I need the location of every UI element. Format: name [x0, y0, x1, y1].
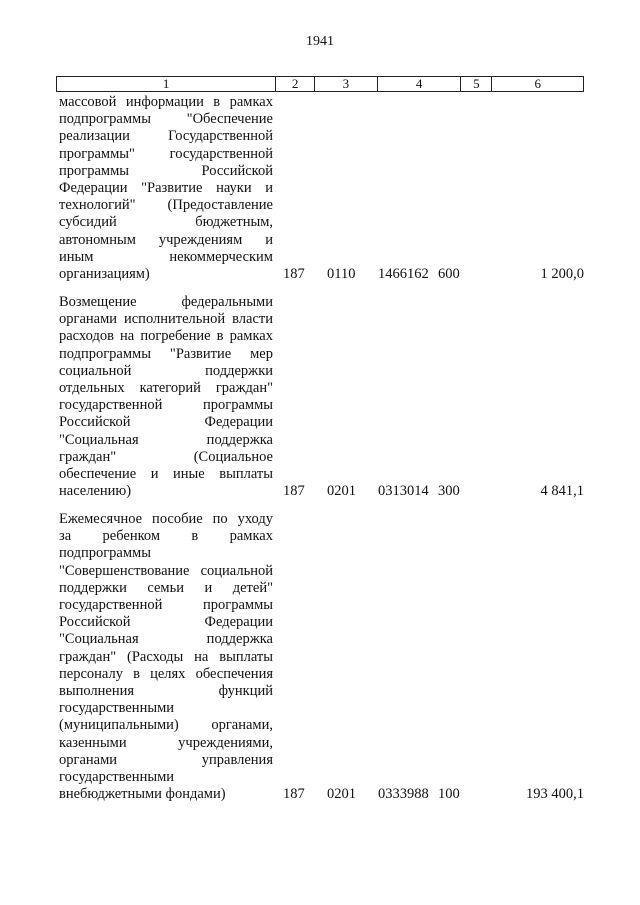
table-row	[56, 511, 584, 803]
row-col-4: 0333988	[378, 785, 429, 802]
header-col-3: 3	[315, 77, 378, 91]
row-col-3: 0201	[327, 482, 356, 499]
table-row	[56, 94, 584, 283]
row-col-4: 1466162	[378, 265, 429, 282]
header-col-5: 5	[461, 77, 492, 91]
header-col-2: 2	[276, 77, 315, 91]
row-col-5: 300	[438, 482, 460, 499]
row-col-6: 4 841,1	[540, 482, 584, 499]
table-row	[56, 294, 584, 500]
row-col-3: 0110	[327, 265, 356, 282]
row-description: массовой информации в рамках подпрограммы "Обеспечение реализации Государственной программы" государственной программы Российской Федерации "Развитие науки и технологий" (Предоставление субсидий бюджетным, автономным учреждениям и иным некоммерческим организациям)	[59, 94, 273, 283]
row-col-4: 0313014	[378, 482, 429, 499]
table-header	[56, 76, 584, 92]
row-col-5: 100	[438, 785, 460, 802]
row-description: Возмещение федеральными органами исполнительной власти расходов на погребение в рамках подпрограммы "Развитие мер социальной поддержки отдельных категорий граждан" государственной программы Российской Федерации "Социальная поддержка граждан" (Социальное обеспечение и иные выплаты населению)	[59, 294, 273, 500]
row-col-2: 187	[283, 265, 305, 282]
row-col-6: 193 400,1	[526, 785, 584, 802]
header-col-4: 4	[378, 77, 462, 91]
row-description: Ежемесячное пособие по уходу за ребенком в рамках подпрограммы "Совершенствование социальной поддержки семьи и детей" государственной программы Российской Федерации "Социальная поддержка граждан" (Расходы на выплаты персоналу в целях обеспечения выполнения функций государственными (муниципальными) органами, казенными учреждениями, органами управления государственными внебюджетными фондами)	[59, 511, 273, 803]
row-col-2: 187	[283, 482, 305, 499]
header-col-6: 6	[534, 76, 541, 91]
row-col-5: 600	[438, 265, 460, 282]
page-number: 1941	[306, 34, 334, 49]
row-col-6: 1 200,0	[540, 265, 584, 282]
header-col-1: 1	[57, 77, 276, 91]
row-col-3: 0201	[327, 785, 356, 802]
row-col-2: 187	[283, 785, 305, 802]
